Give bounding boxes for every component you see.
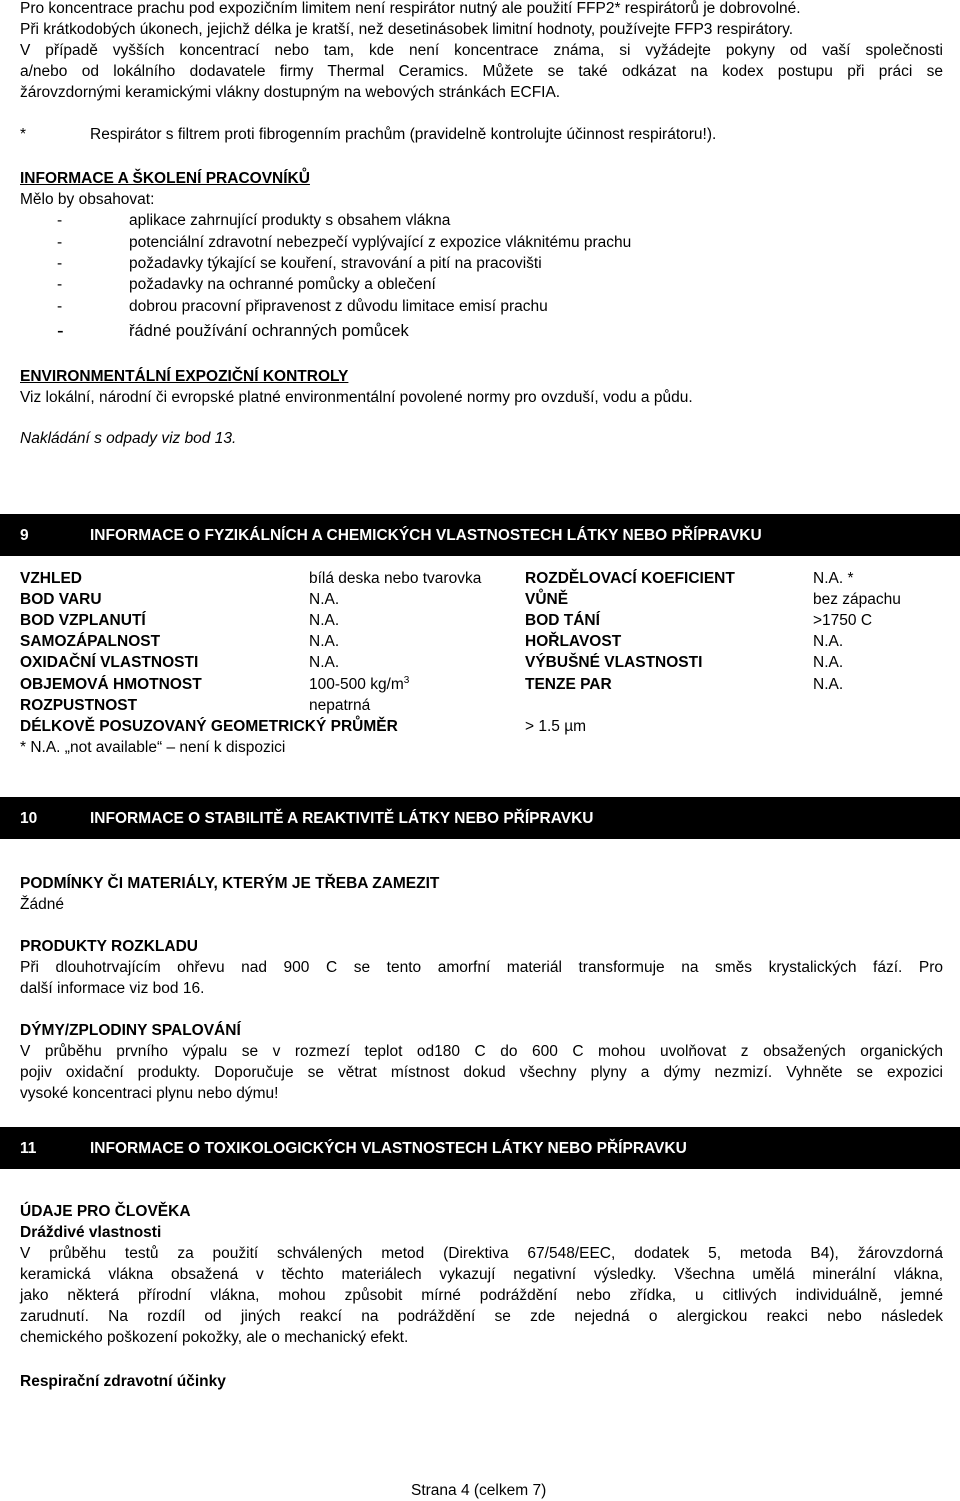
property-label: SAMOZÁPALNOST (20, 633, 161, 650)
irritant-line: zarudnutí. Na rozdíl od jiných reakcí na podráždění se zde nejedná o alergickou reakci nebo následek (20, 1308, 943, 1325)
intro-line: žárovzdornými keramickými vlákny dostupným na webových stránkách ECFIA. (20, 84, 561, 101)
footnote-mark: * (20, 126, 27, 143)
property-label: DÉLKOVĚ POSUZOVANÝ GEOMETRICKÝ PRŮMĚR (20, 718, 398, 735)
section-number: 11 (20, 1140, 37, 1157)
training-item: požadavky na ochranné pomůcky a oblečení (129, 276, 436, 293)
property-value: 100-500 $kg/m^3$ (309, 674, 410, 693)
bullet-dash: - (57, 320, 64, 342)
property-value: >1750 C (813, 612, 873, 629)
property-label: VÝBUŠNÉ VLASTNOSTI (525, 654, 703, 671)
intro-line: Pro koncentrace prachu pod expozičním limitem není respirátor nutný ale použití FFP2* respirátorů je dobrovolné. (20, 0, 801, 17)
bullet-dash: - (57, 234, 63, 251)
section-number: 10 (20, 810, 38, 827)
section-title: INFORMACE O TOXIKOLOGICKÝCH VLASTNOSTECH LÁTKY NEBO PŘÍPRAVKU (90, 1140, 687, 1157)
page-number: Strana 4 (celkem 7) (411, 1482, 547, 1499)
irritant-line: V průběhu testů za použití schválených metod (Direktiva 67/548/EEC, dodatek 5, metoda B4), žárovzdorná (20, 1245, 943, 1262)
section-10-header (0, 797, 960, 839)
property-value: N.A. (813, 654, 844, 671)
property-value: N.A. * (813, 570, 854, 587)
intro-line: Při krátkodobých úkonech, jejichž délka je kratší, než desetinásobek limitní hodnoty, používejte FFP3 respirátory. (20, 21, 794, 38)
section-11-header (0, 1127, 960, 1169)
irritant-heading: Dráždivé vlastnosti (20, 1224, 162, 1241)
property-label: OXIDAČNÍ VLASTNOSTI (20, 654, 199, 671)
environmental-text: Viz lokální, národní či evropské platné environmentální povolené normy pro ovzduší, vodu a půdu. (20, 389, 693, 406)
bullet-dash: - (57, 255, 63, 272)
section-9-header (0, 514, 960, 556)
property-label: OBJEMOVÁ HMOTNOST (20, 676, 202, 693)
property-label: VZHLED (20, 570, 82, 587)
smoke-heading: DÝMY/ZPLODINY SPALOVÁNÍ (20, 1022, 241, 1039)
property-value: N.A. (813, 676, 844, 693)
smoke-line: pojiv oxidační produkty. Doporučuje se větrat místnost dokud všechny plyny a dýmy nezmizí. Vyhněte se expozici (20, 1064, 943, 1081)
property-label: BOD VZPLANUTÍ (20, 612, 146, 629)
training-item: dobrou pracovní připravenost z důvodu limitace emisí prachu (129, 298, 548, 315)
training-item: požadavky týkající se kouření, stravování a pití na pracovišti (129, 255, 542, 272)
irritant-line: jako některá přírodní vlákna, mohou způsobit mírné podráždění nebo zřídka, u citlivých individuálně, jemné (20, 1287, 943, 1304)
human-heading: ÚDAJE PRO ČLOVĚKA (20, 1203, 191, 1220)
bullet-dash: - (57, 212, 63, 229)
environmental-heading: ENVIRONMENTÁLNÍ EXPOZIČNÍ KONTROLY (20, 368, 349, 385)
waste-note: Nakládání s odpady viz bod 13. (20, 430, 237, 447)
property-value: N.A. (813, 633, 844, 650)
irritant-line: keramická vlákna obsažená v těchto materiálech vykazují negativní výsledky. Všechna umělá minerální vlákna, (20, 1266, 943, 1283)
property-label: ROZDĚLOVACÍ KOEFICIENT (525, 570, 735, 587)
property-value: N.A. (309, 633, 340, 650)
property-value: bílá deska nebo tvarovka (309, 570, 482, 587)
bullet-dash: - (57, 276, 63, 293)
property-value: bez zápachu (813, 591, 901, 608)
training-item: aplikace zahrnující produkty s obsahem vlákna (129, 212, 451, 229)
training-lead: Mělo by obsahovat: (20, 191, 155, 208)
conditions-text: Žádné (20, 896, 64, 913)
decomposition-line: Při dlouhotrvajícím ohřevu nad 900 C se tento amorfní materiál transformuje na směs krystalických fází. Pro (20, 959, 943, 976)
conditions-heading: PODMÍNKY ČI MATERIÁLY, KTERÝM JE TŘEBA ZAMEZIT (20, 875, 440, 892)
bullet-dash: - (57, 298, 63, 315)
section-title: INFORMACE O STABILITĚ A REAKTIVITĚ LÁTKY NEBO PŘÍPRAVKU (90, 810, 594, 827)
property-label: BOD VARU (20, 591, 102, 608)
property-value: N.A. (309, 612, 340, 629)
training-heading: INFORMACE A ŠKOLENÍ PRACOVNÍKŮ (20, 170, 310, 187)
property-label: TENZE PAR (525, 676, 612, 693)
decomposition-line: další informace viz bod 16. (20, 980, 205, 997)
section-title: INFORMACE O FYZIKÁLNÍCH A CHEMICKÝCH VLASTNOSTECH LÁTKY NEBO PŘÍPRAVKU (90, 527, 762, 544)
footnote-text: Respirátor s filtrem proti fibrogenním prachům (pravidelně kontrolujte účinnost respirátoru!). (90, 126, 717, 143)
training-item: potenciální zdravotní nebezpečí vyplývající z expozice vláknitému prachu (129, 234, 632, 251)
intro-line: V případě vyšších koncentrací nebo tam, kde není koncentrace známa, si vyžádejte pokyny od vaší společnosti (20, 42, 943, 59)
section-number: 9 (20, 527, 29, 544)
property-label: HOŘLAVOST (525, 633, 622, 650)
intro-line: a/nebo od lokálního dodavatele firmy Thermal Ceramics. Můžete se také odkázat na kodex postupu při práci se (20, 63, 943, 80)
property-value: nepatrná (309, 697, 371, 714)
smoke-line: V průběhu prvního výpalu se v rozmezí teplot od180 C do 600 C mohou uvolňovat z obsažených organických (20, 1043, 943, 1060)
respiratory-heading: Respirační zdravotní účinky (20, 1373, 226, 1390)
property-label: ROZPUSTNOST (20, 697, 138, 714)
irritant-line: chemického poškození pokožky, ale o mechanický efekt. (20, 1329, 409, 1346)
smoke-line: vysoké koncentraci plynu nebo dýmu! (20, 1085, 279, 1102)
property-value: N.A. (309, 591, 340, 608)
property-value: > 1.5 µm (525, 718, 587, 735)
properties-note: * N.A. „not available“ – není k dispozici (20, 739, 286, 756)
training-item: řádné používání ochranných pomůcek (129, 322, 409, 340)
property-label: VŮNĚ (525, 591, 569, 608)
property-value: N.A. (309, 654, 340, 671)
property-label: BOD TÁNÍ (525, 612, 600, 629)
decomposition-heading: PRODUKTY ROZKLADU (20, 938, 198, 955)
